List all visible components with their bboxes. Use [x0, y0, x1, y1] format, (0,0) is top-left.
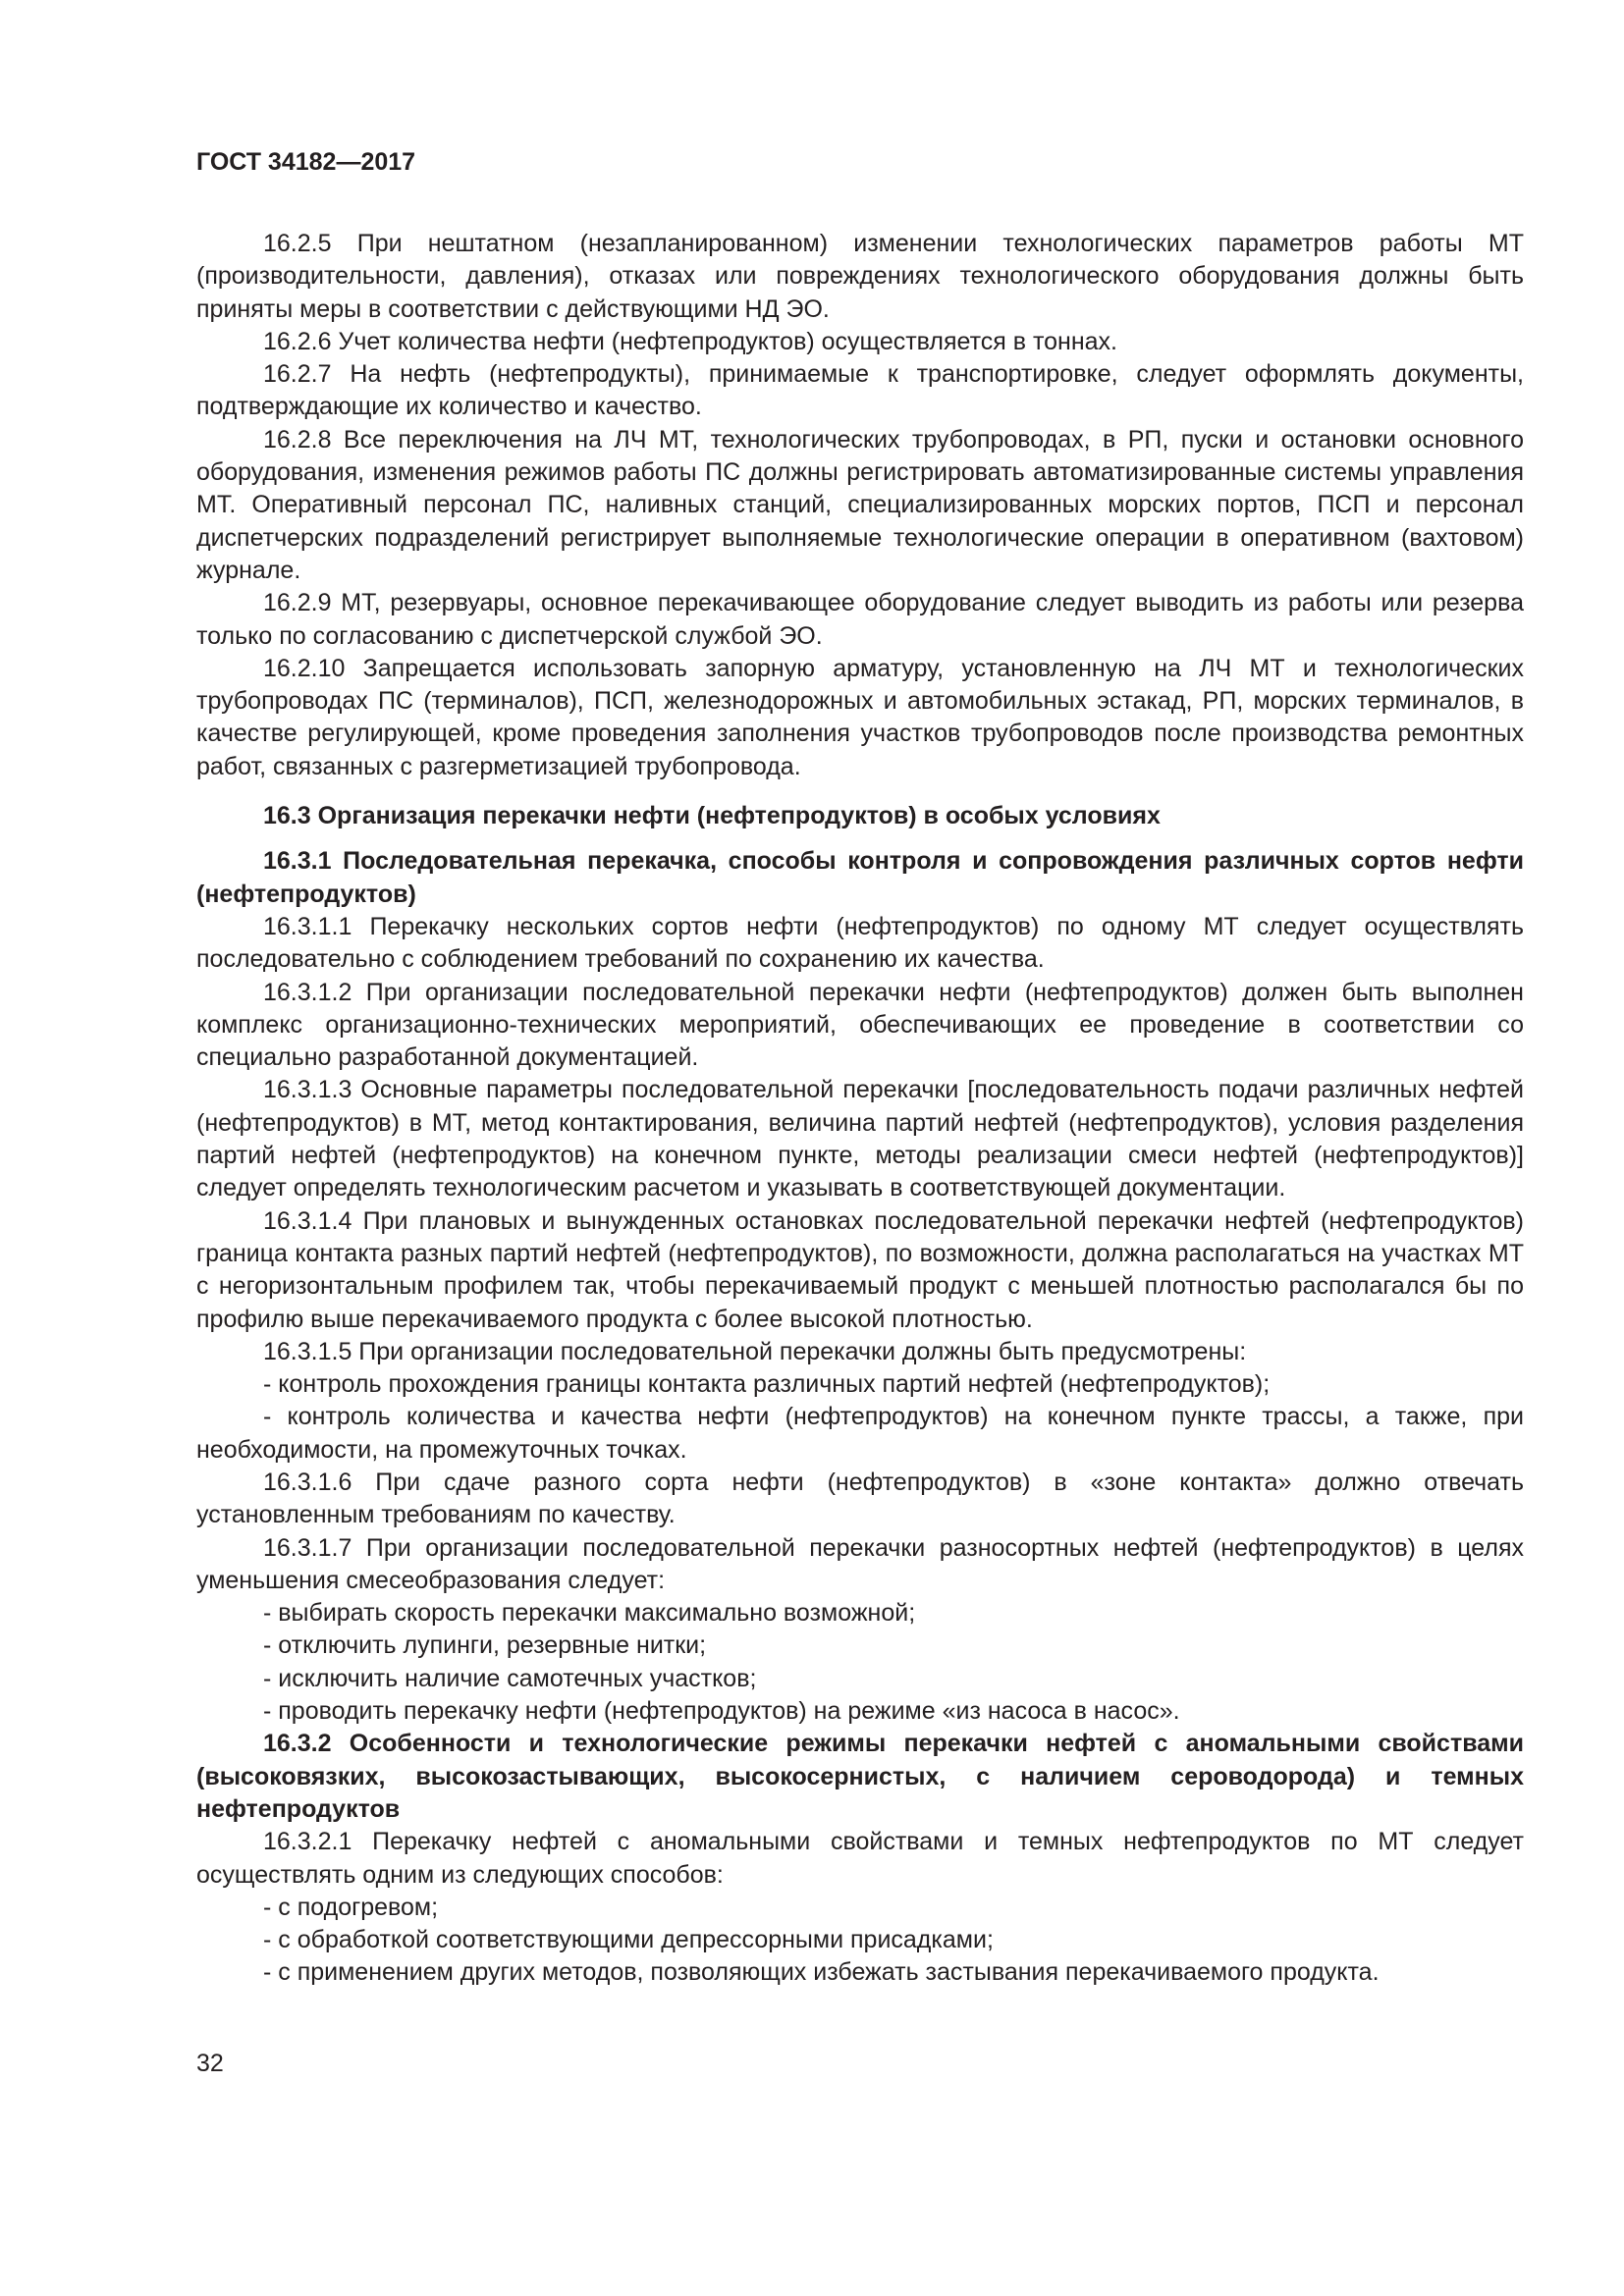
- paragraph-16-3-1-2: 16.3.1.2 При организации последовательной перекачки нефти (нефтепродуктов) должен быть выполнен комплекс организационно-технических мероприятий, обеспечивающих ее проведение в соответствии со специально разработанной документацией.: [196, 978, 1524, 1072]
- paragraph-16-3-1-6: 16.3.1.6 При сдаче разного сорта нефти (нефтепродуктов) в «зоне контакта» должно отвечать установленным требованиям по качеству.: [196, 1468, 1524, 1529]
- paragraph-16-2-6: 16.2.6 Учет количества нефти (нефтепродуктов) осуществляется в тоннах.: [263, 327, 1117, 355]
- section-heading-16-3: 16.3 Организация перекачки нефти (нефтепродуктов) в особых условиях: [263, 802, 1161, 830]
- paragraph-16-3-1-4: 16.3.1.4 При плановых и вынужденных остановках последовательной перекачки нефтей (нефтепродуктов) граница контакта разных партий нефтей (нефтепродуктов), по возможности, должна располагаться на участках МТ с негоризонтальным профилем так, чтобы перекачиваемый продукт с меньшей плотностью располагался бы по профилю выше перекачиваемого продукта с более высокой плотностью.: [196, 1206, 1524, 1333]
- paragraph-16-3-1-3: 16.3.1.3 Основные параметры последовательной перекачки [последовательность подачи различных нефтей (нефтепродуктов) в МТ, метод контактирования, величина партий нефтей (нефтепродуктов), условия разделения партий нефтей (нефтепродуктов) на конечном пункте, методы реализации смеси нефтей (нефтепродуктов)] следует определять технологическим расчетом и указывать в соответствующей документации.: [196, 1076, 1524, 1202]
- document-page: [196, 147, 1524, 1990]
- paragraph-16-2-7: 16.2.7 На нефть (нефтепродукты), принимаемые к транспортировке, следует оформлять документы, подтверждающие их количество и качество.: [196, 360, 1524, 421]
- paragraph-16-2-5: 16.2.5 При нештатном (незапланированном) изменении технологических параметров работы МТ (производительности, давления), отказах или повреждениях технологического оборудования должны быть приняты меры в соответствии с действующими НД ЭО.: [196, 230, 1524, 323]
- document-body: [196, 228, 1524, 1990]
- paragraph-16-3-1-7: 16.3.1.7 При организации последовательной перекачки разносортных нефтей (нефтепродуктов) в целях уменьшения смесеобразования следует:: [196, 1533, 1524, 1594]
- subsection-heading-16-3-1: 16.3.1 Последовательная перекачка, способы контроля и сопровождения различных сортов нефти (нефтепродуктов): [196, 847, 1524, 908]
- page-number: 32: [196, 2050, 224, 2077]
- list-item: - с подогревом;: [263, 1893, 439, 1921]
- list-item: - исключить наличие самотечных участков;: [263, 1664, 757, 1692]
- paragraph-16-3-1-5: 16.3.1.5 При организации последовательной перекачки должны быть предусмотрены:: [263, 1337, 1247, 1365]
- document-header: ГОСТ 34182—2017: [196, 148, 416, 176]
- list-item: - выбирать скорость перекачки максимально возможной;: [263, 1599, 916, 1628]
- paragraph-16-3-1-1: 16.3.1.1 Перекачку нескольких сортов нефти (нефтепродуктов) по одному МТ следует осуществлять последовательно с соблюдением требований по сохранению их качества.: [196, 912, 1524, 974]
- list-item: - с применением других методов, позволяющих избежать застывания перекачиваемого продукта.: [263, 1958, 1380, 1987]
- list-item: - с обработкой соответствующими депрессорными присадками;: [263, 1926, 994, 1954]
- paragraph-16-2-10: 16.2.10 Запрещается использовать запорную арматуру, установленную на ЛЧ МТ и технологических трубопроводах ПС (терминалов), ПСП, железнодорожных и автомобильных эстакад, РП, морских терминалов, в качестве регулирующей, кроме проведения заполнения участков трубопроводов после производства ремонтных работ, связанных с разгерметизацией трубопровода.: [196, 654, 1524, 780]
- paragraph-16-2-8: 16.2.8 Все переключения на ЛЧ МТ, технологических трубопроводах, в РП, пуски и остановки основного оборудования, изменения режимов работы ПС должны регистрировать автоматизированные системы управления МТ. Оперативный персонал ПС, наливных станций, специализированных морских портов, ПСП и персонал диспетчерских подразделений регистрирует выполняемые технологические операции в оперативном (вахтовом) журнале.: [196, 425, 1524, 584]
- paragraph-16-2-9: 16.2.9 МТ, резервуары, основное перекачивающее оборудование следует выводить из работы или резерва только по согласованию с диспетчерской службой ЭО.: [196, 589, 1524, 650]
- paragraph-16-3-2-1: 16.3.2.1 Перекачку нефтей с аномальными свойствами и темных нефтепродуктов по МТ следует осуществлять одним из следующих способов:: [196, 1828, 1524, 1889]
- list-item: - отключить лупинги, резервные нитки;: [263, 1631, 707, 1660]
- subsection-heading-16-3-2: 16.3.2 Особенности и технологические режимы перекачки нефтей с аномальными свойствами (высоковязких, высокозастывающих, высокосернистых, с наличием сероводорода) и темных нефтепродуктов: [196, 1730, 1524, 1823]
- list-item: - проводить перекачку нефти (нефтепродуктов) на режиме «из насоса в насос».: [263, 1697, 1180, 1726]
- list-item: - контроль количества и качества нефти (нефтепродуктов) на конечном пункте трассы, а также, при необходимости, на промежуточных точках.: [196, 1403, 1524, 1464]
- list-item: - контроль прохождения границы контакта различных партий нефтей (нефтепродуктов);: [263, 1370, 1271, 1399]
